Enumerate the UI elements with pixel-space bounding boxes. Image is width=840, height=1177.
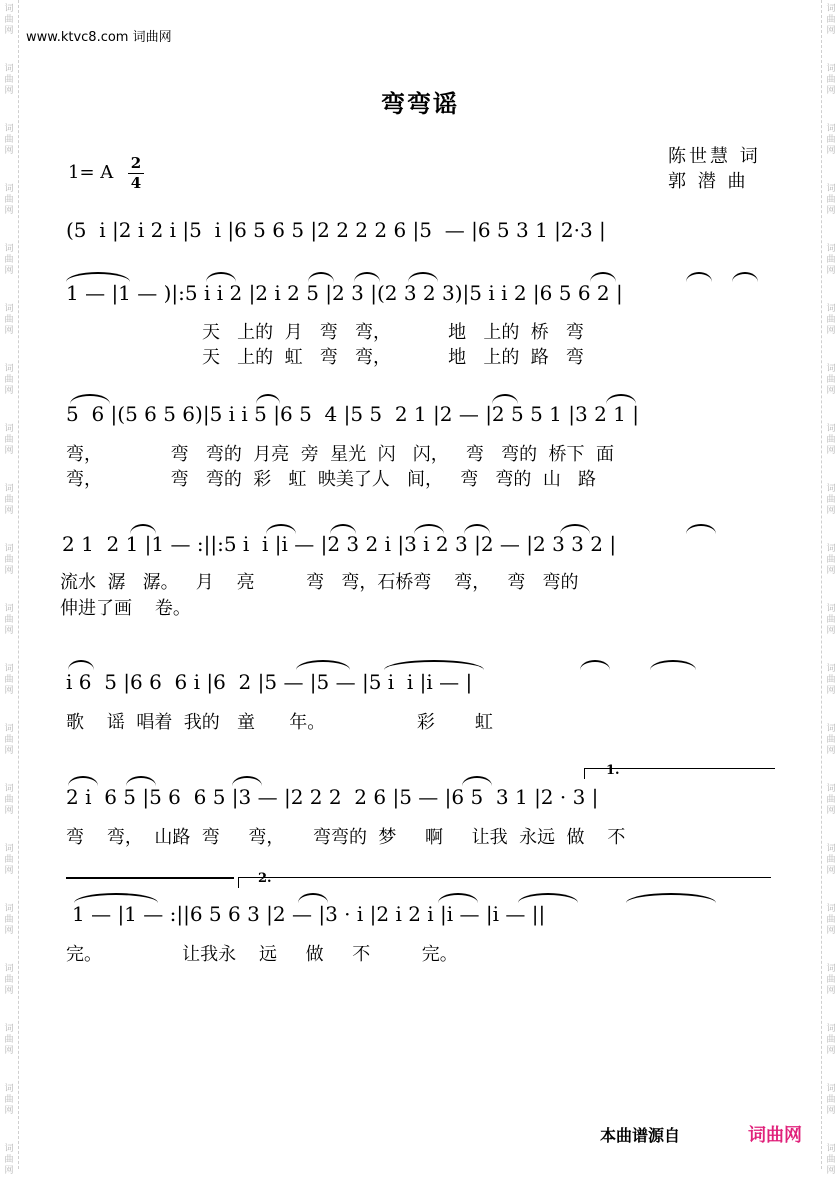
source-label: 本曲谱源自 <box>600 1126 681 1145</box>
watermark-mark: 词 曲 网 <box>4 424 14 456</box>
slur-row-6-b <box>126 776 156 786</box>
lyric-row-6: 弯 弯， 山路 弯 弯， 弯弯的 梦 啊 让我 永远 做 不 <box>66 827 626 848</box>
watermark-mark: 词 曲 网 <box>4 604 14 636</box>
watermark-mark: 词 曲 网 <box>4 364 14 396</box>
watermark-mark: 词 曲 网 <box>826 604 836 636</box>
second-ending-label: 2. <box>258 871 272 886</box>
watermark-mark: 词 曲 网 <box>826 904 836 936</box>
tie-row-5-e <box>650 660 696 670</box>
watermark-mark: 词 曲 网 <box>4 184 14 216</box>
slur-row-5-b <box>296 660 350 670</box>
tie-row-5-c <box>384 660 484 670</box>
watermark-mark: 词 曲 网 <box>826 544 836 576</box>
watermark-mark: 词 曲 网 <box>4 1144 14 1176</box>
watermark-mark: 词 曲 网 <box>826 424 836 456</box>
notation-row-5: i 6 5 |6 6 6 i |6 2 |5 — |5 — |5 i i |i — | <box>66 670 473 694</box>
slur-row-4-e <box>464 524 490 534</box>
slur-row-3-d <box>606 394 636 404</box>
watermark-mark: 词 曲 网 <box>4 484 14 516</box>
watermark-mark: 词 曲 网 <box>4 1084 14 1116</box>
watermark-mark: 词 曲 网 <box>826 364 836 396</box>
watermark-mark: 词 曲 网 <box>826 184 836 216</box>
meter-top: 2 <box>130 154 142 172</box>
site-url[interactable]: www.ktvc8.com 词曲网 <box>26 30 172 45</box>
lyric-row-5: 歌 谣 唱着 我的 童 年。 彩 虹 <box>66 712 493 733</box>
first-ending-continuation <box>66 877 234 879</box>
left-watermark-strip <box>0 0 19 1176</box>
notation-row-2: 1 — |1 — )|:5 i i 2 |2 i 2 5 |2 3 |(2 3 2 3)|5 i i 2 |6 5 6 2 | <box>66 281 623 305</box>
slur-row-6-d <box>462 776 492 786</box>
watermark-mark: 词 曲 网 <box>826 1084 836 1116</box>
watermark-mark: 词 曲 网 <box>826 244 836 276</box>
meter-bottom: 4 <box>128 173 144 193</box>
song-title: 弯弯谣 <box>381 89 459 118</box>
lyric-row-7: 完。 让我永 远 做 不 完。 <box>66 944 458 965</box>
notation-row-7: 1 — |1 — :||6 5 6 3 |2 — |3 · i |2 i 2 i |i — |i — || <box>72 902 546 926</box>
watermark-mark: 词 曲 网 <box>4 784 14 816</box>
slur-row-7-d <box>518 893 578 903</box>
watermark-mark: 词 曲 网 <box>826 964 836 996</box>
watermark-mark: 词 曲 网 <box>826 784 836 816</box>
slur-row-2-e <box>408 272 438 282</box>
watermark-mark: 词 曲 网 <box>826 664 836 696</box>
watermark-mark: 词 曲 网 <box>4 1024 14 1056</box>
watermark-mark: 词 曲 网 <box>4 64 14 96</box>
lyric-row-4-verse-1: 流水 潺 潺。 月 亮 弯 弯，石桥弯 弯， 弯 弯的 <box>60 572 579 593</box>
composer-credit: 郭 潜 曲 <box>668 171 749 192</box>
watermark-mark: 词 曲 网 <box>826 484 836 516</box>
slur-row-4-a <box>130 524 156 534</box>
slur-row-2-f <box>590 272 616 282</box>
slur-row-5-a <box>68 660 94 670</box>
slur-row-3-c <box>492 394 518 404</box>
watermark-mark: 词 曲 网 <box>4 964 14 996</box>
notation-row-3: 5 6 |(5 6 5 6)|5 i i 5 |6 5 4 |5 5 2 1 |2 — |2 5 5 1 |3 2 1 | <box>66 402 639 426</box>
slur-row-4-d <box>414 524 444 534</box>
watermark-mark: 词 曲 网 <box>4 664 14 696</box>
tie-row-7-a <box>74 893 158 903</box>
notation-row-4: 2 1 2 1 |1 — :||:5 i i |i — |2 3 2 i |3 i 2 3 |2 — |2 3 3 2 | <box>62 532 617 556</box>
time-signature <box>128 154 144 193</box>
slur-row-4-b <box>266 524 296 534</box>
lyric-row-3-verse-1: 弯， 弯 弯的 月亮 旁 星光 闪 闪， 弯 弯的 桥下 面 <box>66 444 614 465</box>
slur-row-6-a <box>68 776 98 786</box>
tie-row-7-e <box>626 893 716 903</box>
watermark-mark: 词 曲 网 <box>826 4 836 36</box>
slur-row-4-c <box>330 524 356 534</box>
slur-row-7-c <box>438 893 478 903</box>
watermark-mark: 词 曲 网 <box>826 304 836 336</box>
watermark-mark: 词 曲 网 <box>826 64 836 96</box>
lyric-row-2-verse-2: 天 上的 虹 弯 弯， 地 上的 路 弯 <box>202 347 584 368</box>
slur-row-2-h <box>732 272 758 282</box>
first-ending-label: 1. <box>606 763 620 778</box>
tie-row-2-a <box>66 272 130 282</box>
watermark-mark: 词 曲 网 <box>4 304 14 336</box>
slur-row-2-c <box>308 272 334 282</box>
watermark-mark: 词 曲 网 <box>4 124 14 156</box>
watermark-mark: 词 曲 网 <box>826 844 836 876</box>
watermark-mark: 词 曲 网 <box>4 904 14 936</box>
slur-row-3-a <box>70 394 110 404</box>
slur-row-6-c <box>232 776 262 786</box>
watermark-mark: 词 曲 网 <box>4 4 14 36</box>
slur-row-5-d <box>580 660 610 670</box>
brand-link[interactable]: 词曲网 <box>748 1125 802 1146</box>
watermark-mark: 词 曲 网 <box>826 1144 836 1176</box>
notation-row-6: 2 i 6 5 |5 6 6 5 |3 — |2 2 2 2 6 |5 — |6 5 3 1 |2 · 3 | <box>66 785 599 809</box>
lyricist-credit: 陈世慧 词 <box>668 146 761 167</box>
slur-row-4-g <box>686 524 716 534</box>
watermark-mark: 词 曲 网 <box>826 124 836 156</box>
slur-row-2-g <box>686 272 712 282</box>
watermark-mark: 词 曲 网 <box>4 244 14 276</box>
lyric-row-2-verse-1: 天 上的 月 弯 弯， 地 上的 桥 弯 <box>202 322 584 343</box>
notation-row-1: (5 i |2 i 2 i |5 i |6 5 6 5 |2 2 2 2 6 |5 — |6 5 3 1 |2·3 | <box>66 218 606 242</box>
watermark-mark: 词 曲 网 <box>4 544 14 576</box>
slur-row-4-f <box>560 524 590 534</box>
slur-row-3-b <box>256 394 280 404</box>
lyric-row-3-verse-2: 弯， 弯 弯的 彩 虹 映美了人 间， 弯 弯的 山 路 <box>66 469 596 490</box>
watermark-mark: 词 曲 网 <box>826 1024 836 1056</box>
second-ending-bracket <box>238 877 771 888</box>
right-watermark-strip <box>821 0 840 1176</box>
watermark-mark: 词 曲 网 <box>4 844 14 876</box>
slur-row-2-b <box>206 272 236 282</box>
lyric-row-4-verse-2: 伸进了画 卷。 <box>60 598 191 619</box>
key-signature: 1= A <box>68 162 114 183</box>
slur-row-2-d <box>354 272 380 282</box>
slur-row-7-b <box>298 893 328 903</box>
watermark-mark: 词 曲 网 <box>4 724 14 756</box>
watermark-mark: 词 曲 网 <box>826 724 836 756</box>
